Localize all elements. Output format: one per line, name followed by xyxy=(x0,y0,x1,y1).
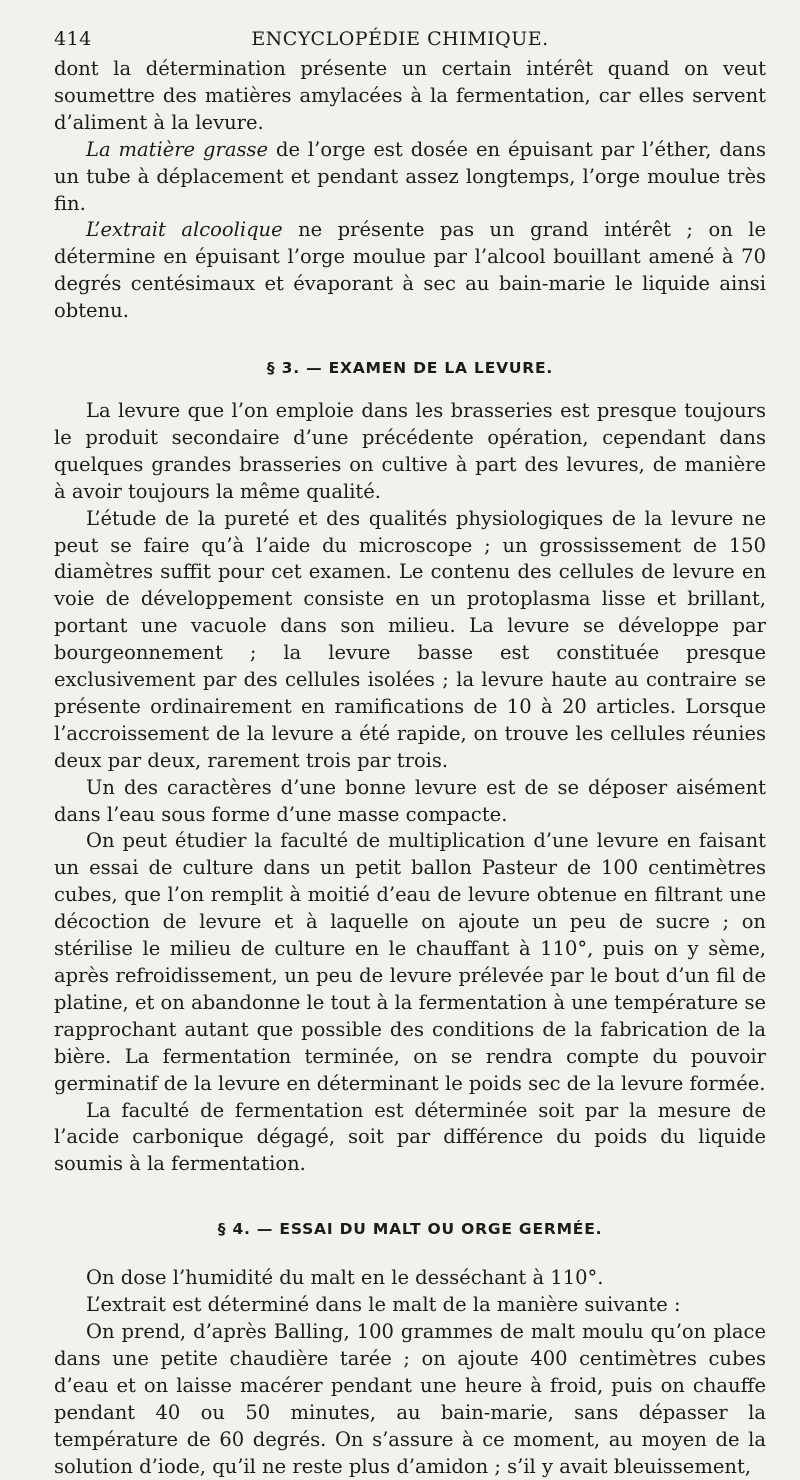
paragraph: L’étude de la pureté et des qualités physiologiques de la levure ne peut se faire qu’à l’aide du microscope ; un grossissement de 150 diamètres suffit pour cet examen. Le contenu des cellules de levure en voie de développement consiste en un protoplasma lisse et brillant, portant une vacuole dans son milieu. La levure se développe par bourgeonnement ; la levure basse est constituée presque exclusivement par des cellules isolées ; la levure haute au contraire se présente ordinairement en ramifications de 10 à 20 articles. Lorsque l’accroissement de la levure a été rapide, on trouve les cellules réunies deux par deux, rarement trois par trois. xyxy=(54,506,766,772)
paragraph: On peut étudier la faculté de multiplication d’une levure en faisant un essai de culture dans un petit ballon Pasteur de 100 centimètres cubes, que l’on remplit à moitié d’eau de levure obtenue en filtrant une décoction de levure et à laquelle on ajoute un peu de sucre ; on stérilise le milieu de culture en le chauffant à 110°, puis on y sème, après refroidissement, un peu de levure prélevée par le bout d’un fil de platine, et on abandonne le tout à la fermentation à une température se rapprochant autant que possible des conditions de la fabrication de la bière. La fermentation terminée, on se rendra compte du pouvoir germinatif de la levure en déterminant le poids sec de la levure formée. xyxy=(54,829,766,1095)
paragraph: La faculté de fermentation est déterminée soit par la mesure de l’acide carbonique dégagé, soit par différence du poids du liquide soumis à la fermentation. xyxy=(54,1098,766,1176)
italic-term: L’extrait alcoolique xyxy=(86,218,283,242)
paragraph xyxy=(54,137,766,218)
page-number: 414 xyxy=(54,28,92,50)
paragraph: dont la détermination présente un certain intérêt quand on veut soumettre des matières amylacées à la fermentation, car elles servent d’aliment à la levure. xyxy=(54,57,766,134)
italic-term: La matière grasse xyxy=(86,137,269,161)
section-heading: § 4. — ESSAI DU MALT OU ORGE GERMÉE. xyxy=(217,1220,603,1239)
paragraph: L’extrait est déterminé dans le malt de la manière suivante : xyxy=(86,1293,681,1317)
page-body xyxy=(54,56,766,1480)
paragraph: On prend, d’après Balling, 100 grammes de malt moulu qu’on place dans une petite chaudière tarée ; on ajoute 400 centimètres cubes d’eau et on laisse macérer pendant une heure à froid, puis on chauffe pendant 40 ou 50 minutes, au bain-marie, sans dépasser la température de 60 degrés. On s’assure à ce moment, au moyen de la solution d’iode, qu’il ne reste plus d’amidon ; s’il y avait bleuissement, xyxy=(54,1319,766,1478)
paragraph-text: ne présente pas un grand intérêt ; on le détermine en épuisant l’orge moulue par l’alcool bouillant amené à 70 degrés centésimaux et évaporant à sec au bain-marie le liquide ainsi obtenu. xyxy=(54,218,766,323)
section-heading: § 3. — EXAMEN DE LA LEVURE. xyxy=(266,359,554,378)
paragraph xyxy=(54,217,766,325)
paragraph: La levure que l’on emploie dans les brasseries est presque toujours le produit secondaire d’une précédente opération, cependant dans quelques grandes brasseries on cultive à part des levures, de manière à avoir toujours la même qualité. xyxy=(54,398,766,503)
page-header xyxy=(54,22,746,52)
running-title: ENCYCLOPÉDIE CHIMIQUE. xyxy=(251,28,549,50)
paragraph: On dose l’humidité du malt en le desséchant à 110°. xyxy=(86,1266,604,1290)
paragraph: Un des caractères d’une bonne levure est de se déposer aisément dans l’eau sous forme d’une masse compacte. xyxy=(54,775,766,826)
paragraph-text: de l’orge est dosée en épuisant par l’éther, dans un tube à déplacement et pendant assez longtemps, l’orge moulue très fin. xyxy=(54,137,767,215)
